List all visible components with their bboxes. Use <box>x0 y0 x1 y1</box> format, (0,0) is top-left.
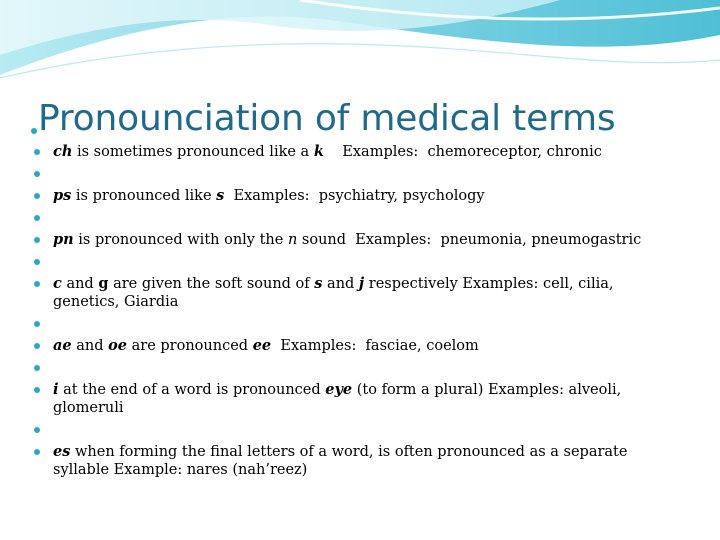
bullet-dot <box>34 149 40 155</box>
list-item-i <box>34 381 674 417</box>
list-item-ch <box>34 143 674 161</box>
bullet-dot <box>34 321 40 327</box>
bullet-dot <box>34 259 40 265</box>
term-i: i <box>53 381 59 398</box>
bullet-dot <box>34 215 40 221</box>
empty-list-item <box>34 421 674 439</box>
sound-k: k <box>313 143 324 160</box>
examples-text: Examples: fasciae, coelom <box>271 338 479 354</box>
examples-text: Examples: chemoreceptor, chronic <box>323 144 602 160</box>
term-ae: ae <box>53 337 72 354</box>
list-item-ae-oe <box>34 337 674 355</box>
item-text: is pronounced with only the <box>73 232 288 248</box>
term-c: c <box>53 275 62 292</box>
bullet-dot <box>34 365 40 371</box>
examples-text: (to form a plural) Examples: alveoli, glomeruli <box>53 382 622 416</box>
list-item-c-g <box>34 275 674 311</box>
bullet-dot <box>34 343 40 349</box>
term-ch: ch <box>53 143 73 160</box>
bullet-dot <box>34 237 40 243</box>
slide-title: Pronounciation of medical terms <box>38 98 616 139</box>
sound-eye: eye <box>325 381 353 398</box>
term-es: es <box>53 443 71 460</box>
item-text: are given the soft sound of <box>108 276 315 292</box>
item-text: when forming the final letters of a word, is often pronounced as a separate syllable Example: nares (nah’reez) <box>53 444 628 478</box>
bullet-dot <box>34 427 40 433</box>
examples-text: sound Examples: pneumonia, pneumogastric <box>297 232 642 248</box>
sound-s: s <box>314 275 323 292</box>
sound-j: j <box>358 275 365 292</box>
item-text: is sometimes pronounced like a <box>72 144 314 160</box>
item-text: and <box>71 338 109 354</box>
term-g: g <box>98 275 109 292</box>
empty-list-item <box>34 165 674 183</box>
header-wave-decoration <box>0 0 720 95</box>
sound-s: s <box>216 187 225 204</box>
term-pn: pn <box>53 231 74 248</box>
bullet-dot <box>34 193 40 199</box>
item-text: at the end of a word is pronounced <box>58 382 326 398</box>
empty-list-item <box>34 359 674 377</box>
item-text: and <box>61 276 99 292</box>
term-oe: oe <box>108 337 128 354</box>
title-bullet <box>31 128 37 134</box>
bullet-dot <box>34 387 40 393</box>
bullet-list <box>34 143 674 483</box>
examples-text: Examples: psychiatry, psychology <box>224 188 485 204</box>
list-item-es <box>34 443 674 479</box>
item-text: are pronounced <box>127 338 253 354</box>
sound-ee: ee <box>252 337 272 354</box>
empty-list-item <box>34 253 674 271</box>
item-text: and <box>322 276 359 292</box>
bullet-dot <box>34 171 40 177</box>
item-text: is pronounced like <box>71 188 217 204</box>
empty-list-item <box>34 315 674 333</box>
bullet-dot <box>34 281 40 287</box>
list-item-ps <box>34 187 674 205</box>
term-ps: ps <box>53 187 72 204</box>
examples-text: respectively Examples: cell, cilia, genetics, Giardia <box>53 276 614 310</box>
empty-list-item <box>34 209 674 227</box>
list-item-pn <box>34 231 674 249</box>
sound-n: n <box>287 232 298 248</box>
bullet-dot <box>34 449 40 455</box>
